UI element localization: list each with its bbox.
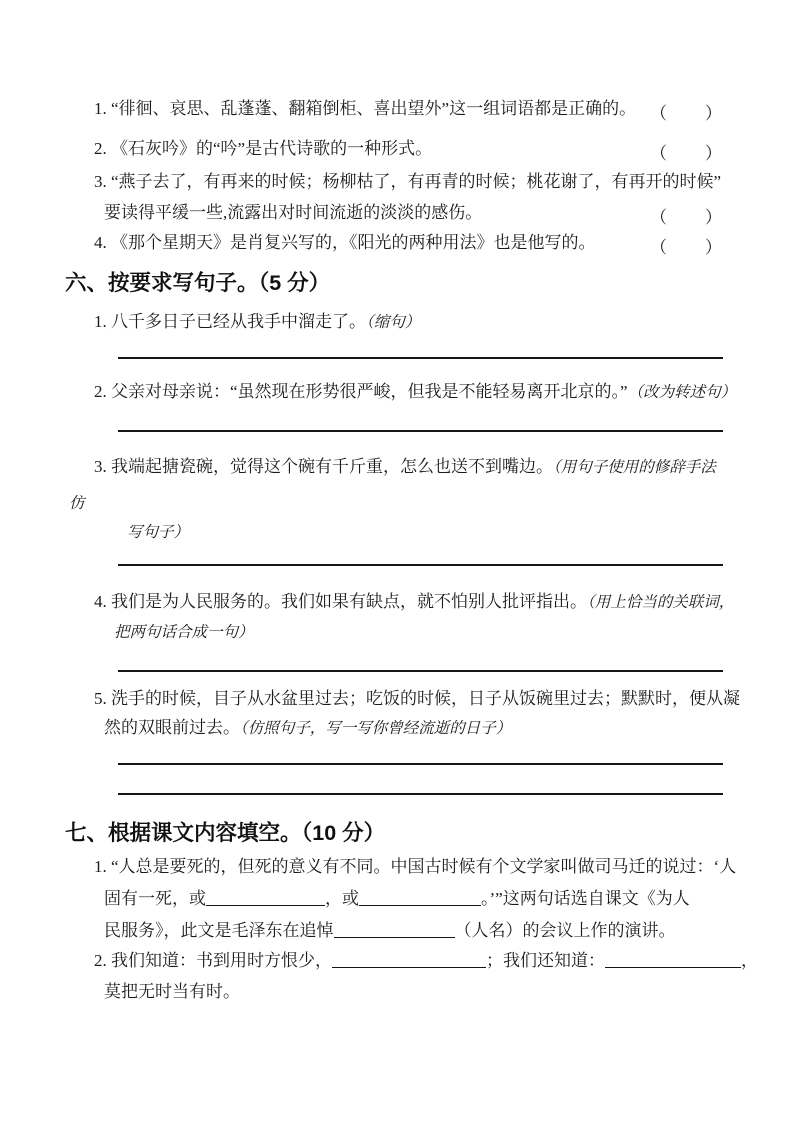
answer-line-5: [118, 763, 723, 765]
paren-close: ）: [705, 144, 722, 163]
section6-item-3-fragment-fang: 仿: [69, 495, 85, 512]
section6-item-4-line2: 把两句话合成一句）: [114, 624, 254, 641]
item-text: 固有一死，或: [104, 889, 206, 908]
answer-line-2: [118, 430, 723, 432]
judge-paren-pair-1: [650, 99, 722, 124]
section6-item-3-line1: [94, 457, 716, 478]
item-text: ，: [741, 951, 758, 970]
item-instruction: （改为转述句）: [627, 384, 737, 401]
answer-line-1: [118, 357, 723, 359]
item-text: 3. 我端起搪瓷碗，觉得这个碗有千斤重，怎么也送不到嘴边。: [94, 457, 553, 476]
section7-item-1-line3: [104, 920, 676, 941]
paren-close: ）: [705, 208, 722, 227]
section7-item-2-line1: [94, 950, 758, 971]
item-text: （人名）的会议上作的演讲。: [454, 921, 676, 940]
section7-heading: 七、根据课文内容填空。（10 分）: [65, 821, 386, 845]
judge-item-4: 4. 《那个星期天》是肖复兴写的，《阳光的两种用法》也是他写的。: [94, 233, 596, 252]
answer-line-3: [118, 564, 723, 566]
item-text: ，或: [325, 889, 359, 908]
judge-paren-pair-3: [650, 203, 722, 228]
item-text: 。’”这两句话选自课文《为人: [481, 889, 690, 908]
section7-item-1-line2: [104, 888, 690, 909]
item-text: 2. 父亲对母亲说：“虽然现在形势很严峻，但我是不能轻易离开北京的。”: [94, 382, 628, 401]
section6-item-5-line2: [104, 718, 511, 739]
item-text: 然的双眼前过去。: [104, 718, 240, 737]
section6-item-4-line1: [94, 592, 734, 613]
section7-item-2-line2: 莫把无时当有时。: [104, 982, 240, 1001]
item-instruction: （用句子使用的修辞手法: [553, 459, 716, 476]
answer-line-4: [118, 670, 723, 672]
section6-item-5-line1: 5. 洗手的时候，目子从水盆里过去；吃饭的时候，日子从饭碗里过去；默默时，便从凝: [94, 689, 740, 708]
section7-item-1-line1: 1. “人总是要死的，但死的意义有不同。中国古时候有个文学家叫做司马迁的说过：‘人: [94, 857, 737, 876]
paren-open: （: [650, 208, 667, 227]
paren-open: （: [650, 104, 667, 123]
item-text: 2. 我们知道：书到用时方恨少，: [94, 951, 332, 970]
section6-item-3-fragment-xiejuzi: 写句子）: [127, 524, 190, 541]
judge-paren-pair-4: [650, 233, 722, 258]
blank-field-1: [206, 890, 325, 906]
item-text: 1. 八千多日子已经从我手中溜走了。: [94, 312, 366, 331]
answer-line-6: [118, 793, 723, 795]
judge-item-1: 1. “徘徊、哀思、乱蓬蓬、翻箱倒柜、喜出望外”这一组词语都是正确的。: [94, 99, 637, 118]
section6-item-2: [94, 382, 736, 403]
blank-field-5: [605, 952, 741, 968]
paren-open: （: [650, 238, 667, 257]
item-text: 4. 我们是为人民服务的。我们如果有缺点，就不怕别人批评指出。: [94, 592, 587, 611]
paren-close: ）: [705, 238, 722, 257]
blank-field-3: [334, 922, 455, 938]
judge-item-2: 2. 《石灰吟》的“吟”是古代诗歌的一种形式。: [94, 139, 433, 158]
paren-open: （: [650, 144, 667, 163]
item-instruction: （用上恰当的关联词，: [587, 594, 735, 611]
judge-item-3-line1: 3. “燕子去了，有再来的时候；杨柳枯了，有再青的时候；桃花谢了，有再开的时候”: [94, 172, 722, 191]
item-text: ；我们还知道：: [486, 951, 605, 970]
section6-heading: 六、按要求写句子。（5 分）: [65, 271, 331, 295]
section6-item-1: [94, 312, 420, 333]
item-instruction: （仿照句子，写一写你曾经流逝的日子）: [240, 720, 512, 737]
paren-close: ）: [705, 104, 722, 123]
judge-item-3-line2: 要读得平缓一些,流露出对时间流逝的淡淡的感伤。: [104, 203, 483, 222]
item-instruction: （缩句）: [366, 314, 421, 331]
blank-field-4: [332, 952, 486, 968]
item-text: 民服务》，此文是毛泽东在追悼: [104, 921, 334, 940]
judge-paren-pair-2: [650, 139, 722, 164]
blank-field-2: [359, 890, 481, 906]
